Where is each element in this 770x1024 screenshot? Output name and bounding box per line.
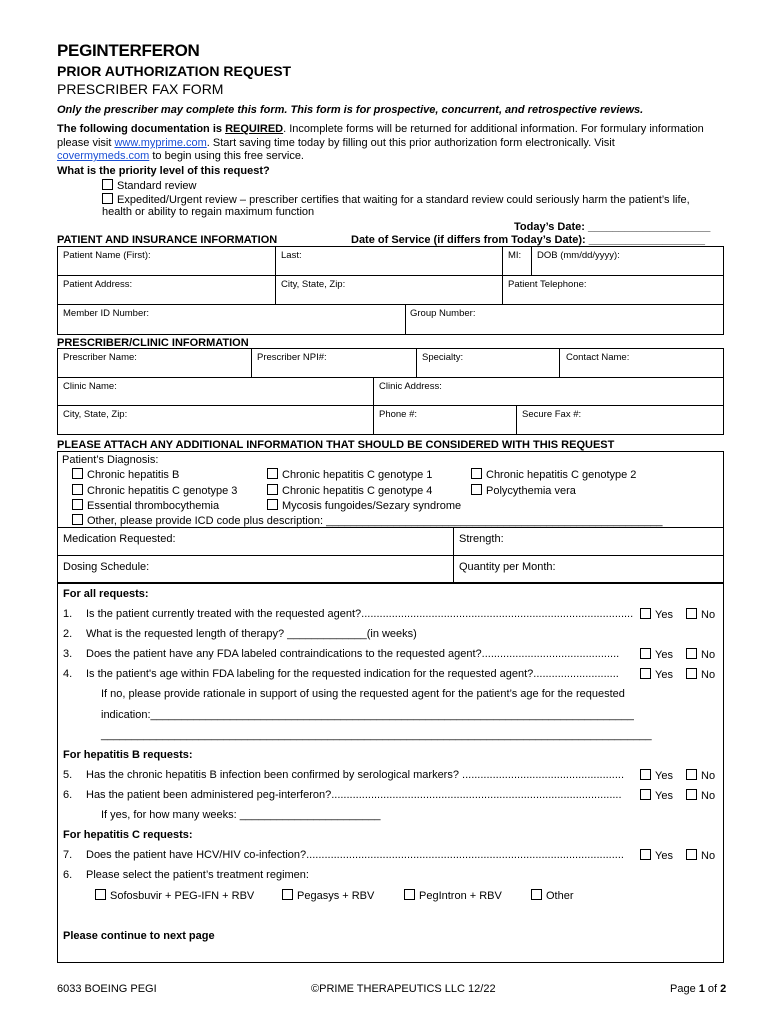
quantity-per-month-field[interactable]: Quantity per Month: — [459, 561, 556, 573]
clinic-city-field[interactable]: City, State, Zip: — [63, 409, 128, 420]
hep-b-heading: For hepatitis B requests: — [63, 749, 193, 761]
expedited-review-line-2: health or ability to regain maximum function — [102, 206, 315, 218]
member-id-field[interactable]: Member ID Number: — [63, 308, 150, 319]
question-8: 6. — [63, 869, 73, 881]
all-requests-heading: For all requests: — [63, 588, 149, 600]
patient-phone-field[interactable]: Patient Telephone: — [508, 279, 587, 290]
question-2: 2. — [63, 628, 73, 640]
question-7: 7. — [63, 849, 73, 861]
patient-mi-field[interactable]: MI: — [508, 250, 522, 261]
checkbox[interactable] — [531, 889, 542, 900]
question-7-text: Does the patient have HCV/HIV co-infection?........................................................................................................ — [86, 849, 624, 861]
patient-last-name-field[interactable]: Last: — [281, 250, 302, 261]
checkbox[interactable] — [471, 468, 482, 479]
checkbox[interactable] — [72, 499, 83, 510]
checkbox[interactable] — [686, 849, 697, 860]
question-8-text: Please select the patient’s treatment regimen: — [86, 869, 309, 881]
q3-yes[interactable]: Yes — [640, 648, 673, 661]
myprime-link[interactable]: www.myprime.com — [114, 137, 207, 149]
dx-essential-thrombocythemia[interactable]: Essential thrombocythemia — [72, 499, 219, 512]
checkbox[interactable] — [686, 789, 697, 800]
checkbox[interactable] — [686, 668, 697, 679]
checkbox[interactable] — [640, 608, 651, 619]
strength-field[interactable]: Strength: — [459, 533, 504, 545]
checkbox[interactable] — [267, 484, 278, 495]
form-title: PEGINTERFERON — [57, 41, 200, 60]
checkbox[interactable] — [686, 608, 697, 619]
medication-requested-field[interactable]: Medication Requested: — [63, 533, 176, 545]
question-3: 3. — [63, 648, 73, 660]
prescriber-only-note: Only the prescriber may complete this form. This form is for prospective, concurrent, and retrospective reviews. — [57, 104, 644, 116]
q5-yes[interactable]: Yes — [640, 769, 673, 782]
checkbox[interactable] — [686, 648, 697, 659]
patient-address-field[interactable]: Patient Address: — [63, 279, 133, 290]
date-of-service-field[interactable]: Date of Service (if differs from Today’s Date): ___________________ — [351, 234, 706, 246]
checkbox[interactable] — [640, 769, 651, 780]
patient-section-heading: PATIENT AND INSURANCE INFORMATION — [57, 234, 278, 246]
q1-no[interactable]: No — [686, 608, 715, 621]
prescriber-section-heading: PRESCRIBER/CLINIC INFORMATION — [57, 337, 249, 349]
checkbox[interactable] — [72, 514, 83, 525]
checkbox[interactable] — [404, 889, 415, 900]
patient-first-name-field[interactable]: Patient Name (First): — [63, 250, 151, 261]
dx-chronic-hep-b[interactable]: Chronic hepatitis B — [72, 468, 179, 481]
q4-no[interactable]: No — [686, 668, 715, 681]
checkbox[interactable] — [267, 468, 278, 479]
continue-note: Please continue to next page — [63, 930, 215, 942]
q6-yes[interactable]: Yes — [640, 789, 673, 802]
checkbox[interactable] — [640, 849, 651, 860]
footer-form-id: 6033 BOEING PEGI — [57, 983, 157, 995]
dx-polycythemia-vera[interactable]: Polycythemia vera — [471, 484, 576, 497]
question-4-text: Is the patient's age within FDA labeling for the requested indication for the requested agent?............................ — [86, 668, 619, 680]
checkbox[interactable] — [640, 648, 651, 659]
question-6-text: Has the patient been administered peg-interferon?............................................................................................... — [86, 789, 622, 801]
documentation-line-1: The following documentation is REQUIRED. Incomplete forms will be returned for additional information. For formulary information — [57, 123, 704, 135]
footer-copyright: ©PRIME THERAPEUTICS LLC 12/22 — [311, 983, 496, 995]
question-3-text: Does the patient have any FDA labeled contraindications to the requested agent?............................................. — [86, 648, 620, 660]
q5-no[interactable]: No — [686, 769, 715, 782]
regimen-pegintron[interactable]: PegIntron + RBV — [404, 889, 502, 902]
q3-no[interactable]: No — [686, 648, 715, 661]
q4-yes[interactable]: Yes — [640, 668, 673, 681]
question-4: 4. — [63, 668, 73, 680]
checkbox[interactable] — [471, 484, 482, 495]
q4-indication-field[interactable]: indication:_______________________________________________________________________________ — [101, 709, 634, 721]
regimen-pegasys[interactable]: Pegasys + RBV — [282, 889, 374, 902]
secure-fax-field[interactable]: Secure Fax #: — [522, 409, 582, 420]
q7-yes[interactable]: Yes — [640, 849, 673, 862]
attach-section-heading: PLEASE ATTACH ANY ADDITIONAL INFORMATION THAT SHOULD BE CONSIDERED WITH THIS REQUEST — [57, 439, 615, 451]
checkbox[interactable] — [72, 484, 83, 495]
dx-other[interactable]: Other, please provide ICD code plus description: _______________________________________________________ — [72, 514, 663, 527]
checkbox[interactable] — [267, 499, 278, 510]
checkbox[interactable] — [72, 468, 83, 479]
prescriber-npi-field[interactable]: Prescriber NPI#: — [257, 352, 327, 363]
checkbox[interactable] — [95, 889, 106, 900]
documentation-line-2: please visit www.myprime.com. Start saving time today by filling out this prior authorization form electronically. Visit — [57, 137, 615, 149]
q4-rationale-prompt: If no, please provide rationale in support of using the requested agent for the patient’s age for the requested — [101, 688, 625, 700]
todays-date-field[interactable]: Today’s Date: ____________________ — [514, 221, 711, 233]
question-1-text: Is the patient currently treated with the requested agent?......................................................................................... — [86, 608, 634, 620]
patient-dob-field[interactable]: DOB (mm/dd/yyyy): — [537, 250, 620, 261]
q4-indication-line[interactable]: __________________________________________________________________________________________ — [101, 729, 652, 741]
q6-weeks-field[interactable]: If yes, for how many weeks: _______________________ — [101, 809, 381, 821]
diagnosis-label: Patient’s Diagnosis: — [62, 454, 159, 466]
dx-chronic-hep-c-4[interactable]: Chronic hepatitis C genotype 4 — [267, 484, 432, 497]
question-6: 6. — [63, 789, 73, 801]
q1-yes[interactable]: Yes — [640, 608, 673, 621]
checkbox[interactable] — [282, 889, 293, 900]
dx-chronic-hep-c-1[interactable]: Chronic hepatitis C genotype 1 — [267, 468, 432, 481]
footer-page-number: Page 1 of 2 — [670, 983, 727, 995]
dx-chronic-hep-c-3[interactable]: Chronic hepatitis C genotype 3 — [72, 484, 237, 497]
question-1: 1. — [63, 608, 73, 620]
checkbox[interactable] — [686, 769, 697, 780]
dx-mycosis-fungoides[interactable]: Mycosis fungoides/Sezary syndrome — [267, 499, 461, 512]
clinic-phone-field[interactable]: Phone #: — [379, 409, 418, 420]
clinic-address-field[interactable]: Clinic Address: — [379, 381, 442, 392]
q7-no[interactable]: No — [686, 849, 715, 862]
patient-city-field[interactable]: City, State, Zip: — [281, 279, 346, 290]
patient-info-table — [57, 246, 724, 335]
documentation-line-3: covermymeds.com to begin using this free service. — [57, 150, 304, 162]
specialty-field[interactable]: Specialty: — [422, 352, 464, 363]
hep-c-heading: For hepatitis C requests: — [63, 829, 193, 841]
group-number-field[interactable]: Group Number: — [410, 308, 476, 319]
regimen-other[interactable]: Other — [531, 889, 574, 902]
form-subtitle-fax: PRESCRIBER FAX FORM — [57, 81, 224, 97]
contact-name-field[interactable]: Contact Name: — [566, 352, 630, 363]
dosing-schedule-field[interactable]: Dosing Schedule: — [63, 561, 150, 573]
expedited-review-option[interactable]: Expedited/Urgent review – prescriber certifies that waiting for a standard review could seriously harm the patient’s life, — [102, 193, 690, 206]
dx-chronic-hep-c-2[interactable]: Chronic hepatitis C genotype 2 — [471, 468, 636, 481]
regimen-sofosbuvir[interactable]: Sofosbuvir + PEG-IFN + RBV — [95, 889, 254, 902]
standard-review-option[interactable]: Standard review — [102, 179, 197, 192]
question-5: 5. — [63, 769, 73, 781]
clinic-name-field[interactable]: Clinic Name: — [63, 381, 117, 392]
form-subtitle: PRIOR AUTHORIZATION REQUEST — [57, 63, 292, 79]
checkbox[interactable] — [640, 789, 651, 800]
standard-review-checkbox[interactable] — [102, 179, 113, 190]
checkbox[interactable] — [640, 668, 651, 679]
covermymeds-link[interactable]: covermymeds.com — [57, 150, 150, 162]
question-2-text[interactable]: What is the requested length of therapy? _____________(in weeks) — [86, 628, 417, 640]
expedited-review-checkbox[interactable] — [102, 193, 113, 204]
prescriber-name-field[interactable]: Prescriber Name: — [63, 352, 137, 363]
q6-no[interactable]: No — [686, 789, 715, 802]
question-5-text: Has the chronic hepatitis B infection been confirmed by serological markers? ..................................................... — [86, 769, 624, 781]
priority-question: What is the priority level of this request? — [57, 165, 270, 177]
